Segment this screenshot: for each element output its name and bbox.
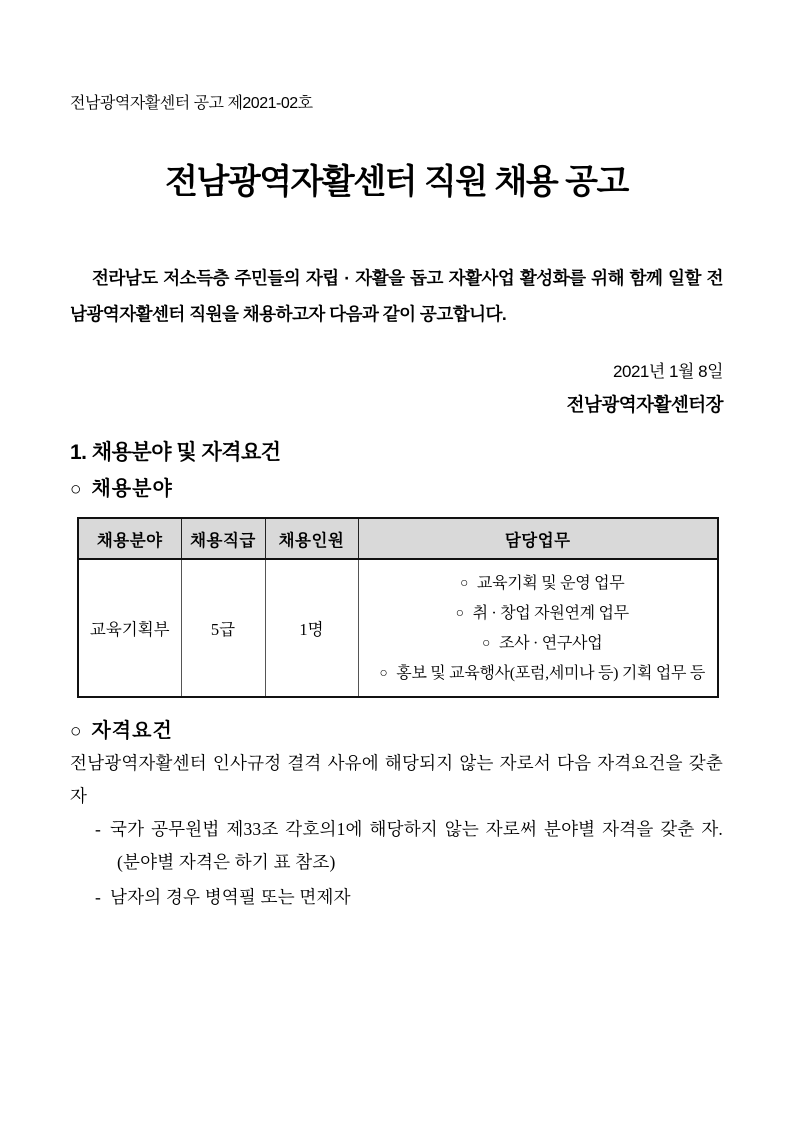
dash-bullet-icon: - — [95, 819, 102, 839]
duty-item-text: 조사 · 연구사업 — [498, 635, 603, 652]
circle-bullet-icon: ○ — [460, 575, 468, 590]
header-cell-duties: 담당업무 — [358, 518, 718, 559]
qualifications-heading — [70, 716, 723, 747]
qualification-item — [95, 813, 723, 879]
circle-bullet-icon: ○ — [379, 665, 388, 680]
recruit-field-heading — [70, 474, 723, 505]
dash-bullet-icon: - — [95, 887, 102, 907]
table-header-row — [78, 518, 718, 559]
issue-date: 2021년 1월 8일 — [613, 362, 723, 381]
header-cell-count: 채용인원 — [265, 518, 358, 559]
duty-item-text: 홍보 및 교육행사(포럼,세미나 등) 기획 업무 등 — [396, 665, 706, 682]
qualification-intro: 전남광역자활센터 인사규정 결격 사유에 해당되지 않는 자로서 다음 자격요건을 갖춘 자 — [70, 753, 723, 806]
duty-item — [372, 658, 714, 688]
section-1-heading: 1. 채용분야 및 자격요건 — [70, 441, 281, 464]
circle-bullet-icon: ○ — [455, 605, 464, 620]
table-row — [78, 559, 718, 697]
duty-item — [372, 598, 714, 628]
cell-field: 교육기획부 — [78, 559, 181, 697]
qualification-item — [95, 881, 723, 914]
recruit-field-heading-label: 채용분야 — [91, 478, 173, 500]
circle-bullet-icon: ○ — [70, 721, 83, 742]
header-cell-grade: 채용직급 — [181, 518, 265, 559]
notice-number: 전남광역자활센터 공고 제2021-02호 — [70, 95, 313, 112]
qualification-item-text: 국가 공무원법 제33조 각호의1에 해당하지 않는 자로써 분야별 자격을 갖춘 자.(분야별 자격은 하기 표 참조) — [110, 819, 723, 872]
duty-item-text: 교육기획 및 운영 업무 — [476, 575, 625, 592]
document-title: 전남광역자활센터 직원 채용 공고 — [165, 163, 628, 201]
cell-duties — [358, 559, 718, 697]
recruitment-table — [77, 517, 719, 698]
duty-item-text: 취 · 창업 자원연계 업무 — [472, 605, 629, 622]
qualifications-heading-label: 자격요건 — [91, 720, 173, 742]
qualification-item-text: 남자의 경우 병역필 또는 면제자 — [110, 887, 351, 907]
duty-item — [372, 568, 714, 598]
issuer-name: 전남광역자활센터장 — [566, 394, 723, 415]
cell-grade: 5급 — [181, 559, 265, 697]
circle-bullet-icon: ○ — [70, 479, 83, 500]
header-cell-field: 채용분야 — [78, 518, 181, 559]
cell-count: 1명 — [265, 559, 358, 697]
circle-bullet-icon: ○ — [482, 635, 490, 650]
duty-item — [372, 628, 714, 658]
intro-paragraph: 전라남도 저소득층 주민들의 자립 · 자활을 돕고 자활사업 활성화를 위해 함께 일할 전남광역자활센터 직원을 채용하고자 다음과 같이 공고합니다. — [70, 268, 723, 324]
